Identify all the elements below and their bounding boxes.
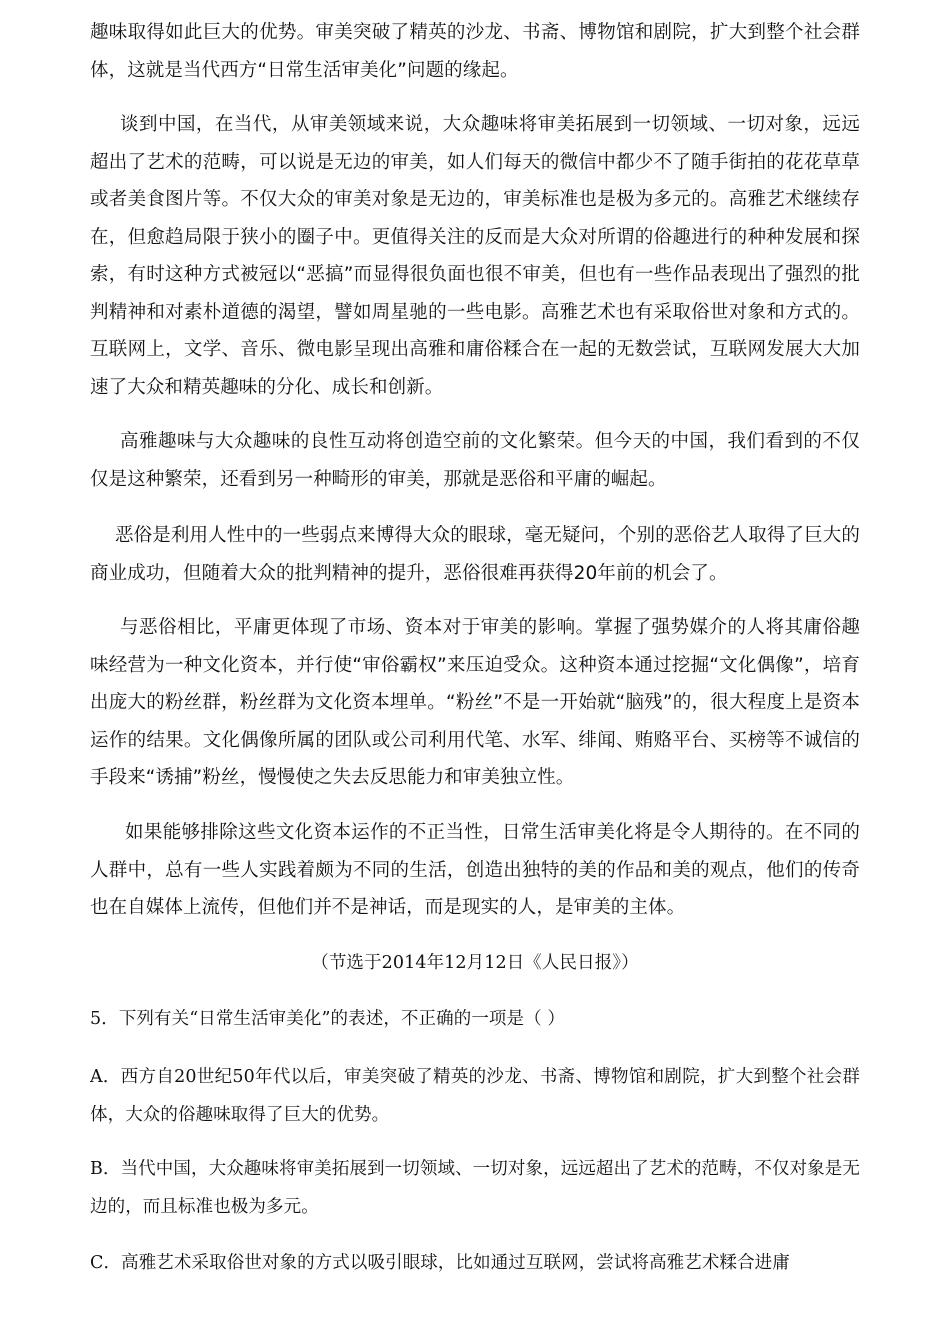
article-paragraph-4: 恶俗是利用人性中的一些弱点来博得大众的眼球，毫无疑问，个别的恶俗艺人取得了巨大的商业成功，但随着大众的批判精神的提升，恶俗很难再获得20年前的机会了。 <box>90 525 860 584</box>
option-a: A．西方自20世纪50年代以后，审美突破了精英的沙龙、书斋、博物馆和剧院，扩大到整个社会群体，大众的俗趣味取得了巨大的优势。 <box>90 1067 860 1125</box>
option-c: C．高雅艺术采取俗世对象的方式以吸引眼球，比如通过互联网，尝试将高雅艺术糅合进庸 <box>90 1253 790 1273</box>
article-paragraph-2: 谈到中国，在当代，从审美领域来说，大众趣味将审美拓展到一切领域、一切对象，远远超出了艺术的范畴，可以说是无边的审美，如人们每天的微信中都少不了随手街拍的花花草草或者美食图片等。不仅大众的审美对象是无边的，审美标准也是极为多元的。高雅艺术继续存在，但愈趋局限于狭小的圈子中。更值得关注的反而是大众对所谓的俗趣进行的种种发展和探索，有时这种方式被冠以“恶搞”而显得很负面也很不审美，但也有一些作品表现出了强烈的批判精神和对素朴道德的渴望，譬如周星驰的一些电影。高雅艺术也有采取俗世对象和方式的。互联网上，文学、音乐、微电影呈现出高雅和庸俗糅合在一起的无数尝试，互联网发展大大加速了大众和精英趣味的分化、成长和创新。 <box>90 114 860 398</box>
article-paragraph-3: 高雅趣味与大众趣味的良性互动将创造空前的文化繁荣。但今天的中国，我们看到的不仅仅是这种繁荣，还看到另一种畸形的审美，那就是恶俗和平庸的崛起。 <box>90 431 860 490</box>
article-paragraph-6: 如果能够排除这些文化资本运作的不正当性，日常生活审美化将是令人期待的。在不同的人群中，总有一些人实践着颇为不同的生活，创造出独特的美的作品和美的观点，他们的传奇也在自媒体上流传，但他们并不是神话，而是现实的人，是审美的主体。 <box>90 822 860 918</box>
question-stem: 5．下列有关“日常生活审美化”的表述，不正确的一项是（ ） <box>90 1009 565 1029</box>
article-source: （节选于2014年12月12日《人民日报》） <box>311 953 639 973</box>
option-b: B．当代中国，大众趣味将审美拓展到一切领域、一切对象，远远超出了艺术的范畴，不仅对象是无边的，而且标准也极为多元。 <box>90 1159 860 1217</box>
article-paragraph-5: 与恶俗相比，平庸更体现了市场、资本对于审美的影响。掌握了强势媒介的人将其庸俗趣味经营为一种文化资本，并行使“审俗霸权”来压迫受众。这种资本通过挖掘“文化偶像”，培育出庞大的粉丝群，粉丝群为文化资本埋单。“粉丝”不是一开始就“脑残”的，很大程度上是资本运作的结果。文化偶像所属的团队或公司利用代笔、水军、绯闻、贿赂平台、买榜等不诚信的手段来“诱捕”粉丝，慢慢使之失去反思能力和审美独立性。 <box>90 617 860 788</box>
article-paragraph-1: 趣味取得如此巨大的优势。审美突破了精英的沙龙、书斋、博物馆和剧院，扩大到整个社会群体，这就是当代西方“日常生活审美化”问题的缘起。 <box>90 22 860 81</box>
